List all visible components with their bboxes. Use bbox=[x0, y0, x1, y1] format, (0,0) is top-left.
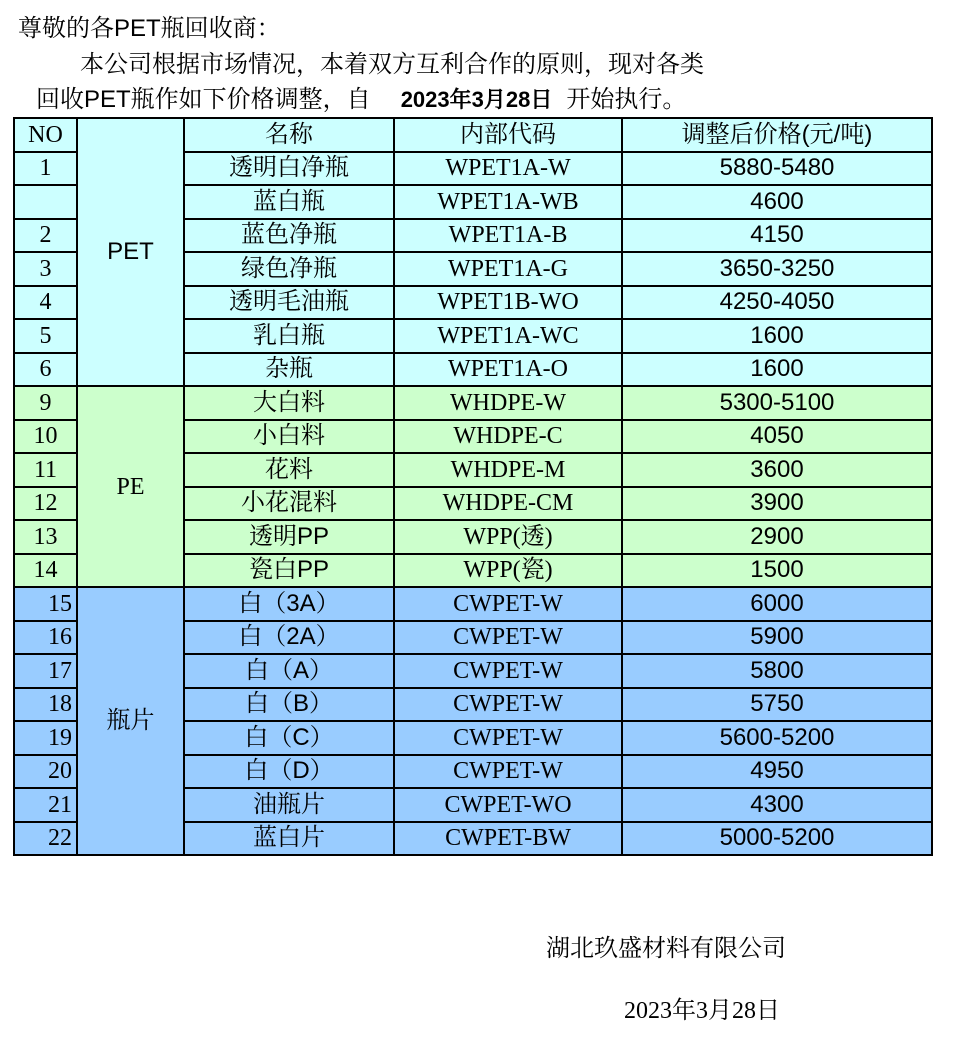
row-code: WPET1A-B bbox=[394, 219, 622, 253]
row-name: 白（B） bbox=[184, 688, 394, 722]
row-no: 12 bbox=[14, 487, 77, 521]
row-price: 5800 bbox=[622, 654, 932, 688]
row-no: 14 bbox=[14, 554, 77, 588]
row-price: 3600 bbox=[622, 453, 932, 487]
row-price: 4600 bbox=[622, 185, 932, 219]
row-name: 大白料 bbox=[184, 386, 394, 420]
row-no: 18 bbox=[14, 688, 77, 722]
row-price: 5300-5100 bbox=[622, 386, 932, 420]
row-name: 小花混料 bbox=[184, 487, 394, 521]
row-name: 透明白净瓶 bbox=[184, 152, 394, 186]
row-price: 5900 bbox=[622, 621, 932, 655]
row-price: 3650-3250 bbox=[622, 252, 932, 286]
row-code: WPET1A-G bbox=[394, 252, 622, 286]
header-code: 内部代码 bbox=[394, 118, 622, 152]
row-code: CWPET-W bbox=[394, 721, 622, 755]
row-code: WPET1A-WC bbox=[394, 319, 622, 353]
notice-line-1: 本公司根据市场情况，本着双方互利合作的原则，现对各类 bbox=[80, 51, 704, 78]
row-code: CWPET-W bbox=[394, 654, 622, 688]
row-name: 蓝白片 bbox=[184, 822, 394, 856]
header-no: NO bbox=[14, 118, 77, 152]
row-name: 白（3A） bbox=[184, 587, 394, 621]
row-code: CWPET-W bbox=[394, 755, 622, 789]
effective-date: 2023年3月28日 bbox=[400, 87, 553, 112]
notice-line-2-suffix: 开始执行。 bbox=[566, 86, 687, 113]
row-price: 5000-5200 bbox=[622, 822, 932, 856]
signature-date: 2023年3月28日 bbox=[624, 998, 780, 1024]
row-code: CWPET-W bbox=[394, 621, 622, 655]
row-no: 2 bbox=[14, 219, 77, 253]
row-no: 19 bbox=[14, 721, 77, 755]
row-code: WPP(透) bbox=[394, 520, 622, 554]
row-price: 1500 bbox=[622, 554, 932, 588]
row-name: 白（D） bbox=[184, 755, 394, 789]
row-code: WPP(瓷) bbox=[394, 554, 622, 588]
row-name: 花料 bbox=[184, 453, 394, 487]
row-name: 白（A） bbox=[184, 654, 394, 688]
row-no: 13 bbox=[14, 520, 77, 554]
table-row bbox=[14, 587, 932, 621]
row-no: 21 bbox=[14, 788, 77, 822]
row-code: CWPET-BW bbox=[394, 822, 622, 856]
group-flake: 瓶片 bbox=[77, 587, 184, 855]
row-price: 5880-5480 bbox=[622, 152, 932, 186]
row-no: 11 bbox=[14, 453, 77, 487]
row-code: WPET1A-O bbox=[394, 353, 622, 387]
row-code: CWPET-WO bbox=[394, 788, 622, 822]
row-name: 乳白瓶 bbox=[184, 319, 394, 353]
row-code: CWPET-W bbox=[394, 688, 622, 722]
row-no: 9 bbox=[14, 386, 77, 420]
row-name: 油瓶片 bbox=[184, 788, 394, 822]
row-price: 4300 bbox=[622, 788, 932, 822]
group-pe: PE bbox=[77, 386, 184, 587]
row-price: 4050 bbox=[622, 420, 932, 454]
row-price: 1600 bbox=[622, 319, 932, 353]
row-price: 5750 bbox=[622, 688, 932, 722]
row-code: WHDPE-M bbox=[394, 453, 622, 487]
row-price: 6000 bbox=[622, 587, 932, 621]
row-no: 15 bbox=[14, 587, 77, 621]
row-no: 10 bbox=[14, 420, 77, 454]
company-name: 湖北玖盛材料有限公司 bbox=[546, 935, 786, 962]
row-no: 6 bbox=[14, 353, 77, 387]
row-price: 5600-5200 bbox=[622, 721, 932, 755]
notice-line-2 bbox=[36, 85, 686, 115]
row-price: 4250-4050 bbox=[622, 286, 932, 320]
row-no bbox=[14, 185, 77, 219]
row-name: 绿色净瓶 bbox=[184, 252, 394, 286]
row-code: WHDPE-C bbox=[394, 420, 622, 454]
row-name: 蓝色净瓶 bbox=[184, 219, 394, 253]
row-no: 4 bbox=[14, 286, 77, 320]
row-name: 小白料 bbox=[184, 420, 394, 454]
row-no: 17 bbox=[14, 654, 77, 688]
row-price: 4150 bbox=[622, 219, 932, 253]
row-name: 蓝白瓶 bbox=[184, 185, 394, 219]
row-code: WHDPE-CM bbox=[394, 487, 622, 521]
row-price: 3900 bbox=[622, 487, 932, 521]
row-name: 透明毛油瓶 bbox=[184, 286, 394, 320]
row-code: WPET1A-W bbox=[394, 152, 622, 186]
price-table bbox=[13, 117, 933, 856]
header-name: 名称 bbox=[184, 118, 394, 152]
row-code: WHDPE-W bbox=[394, 386, 622, 420]
notice-line-2-prefix: 回收PET瓶作如下价格调整，自 bbox=[36, 86, 371, 113]
row-no: 1 bbox=[14, 152, 77, 186]
group-pet: PET bbox=[77, 118, 184, 386]
table-header-row bbox=[14, 118, 932, 152]
row-no: 5 bbox=[14, 319, 77, 353]
row-name: 白（2A） bbox=[184, 621, 394, 655]
row-no: 20 bbox=[14, 755, 77, 789]
row-price: 2900 bbox=[622, 520, 932, 554]
row-price: 4950 bbox=[622, 755, 932, 789]
row-name: 杂瓶 bbox=[184, 353, 394, 387]
row-no: 16 bbox=[14, 621, 77, 655]
row-name: 瓷白PP bbox=[184, 554, 394, 588]
table-row bbox=[14, 386, 932, 420]
row-code: CWPET-W bbox=[394, 587, 622, 621]
row-no: 22 bbox=[14, 822, 77, 856]
header-price: 调整后价格(元/吨) bbox=[622, 118, 932, 152]
row-no: 3 bbox=[14, 252, 77, 286]
row-name: 白（C） bbox=[184, 721, 394, 755]
row-code: WPET1B-WO bbox=[394, 286, 622, 320]
notice-greeting: 尊敬的各PET瓶回收商： bbox=[18, 15, 281, 42]
row-price: 1600 bbox=[622, 353, 932, 387]
row-code: WPET1A-WB bbox=[394, 185, 622, 219]
row-name: 透明PP bbox=[184, 520, 394, 554]
